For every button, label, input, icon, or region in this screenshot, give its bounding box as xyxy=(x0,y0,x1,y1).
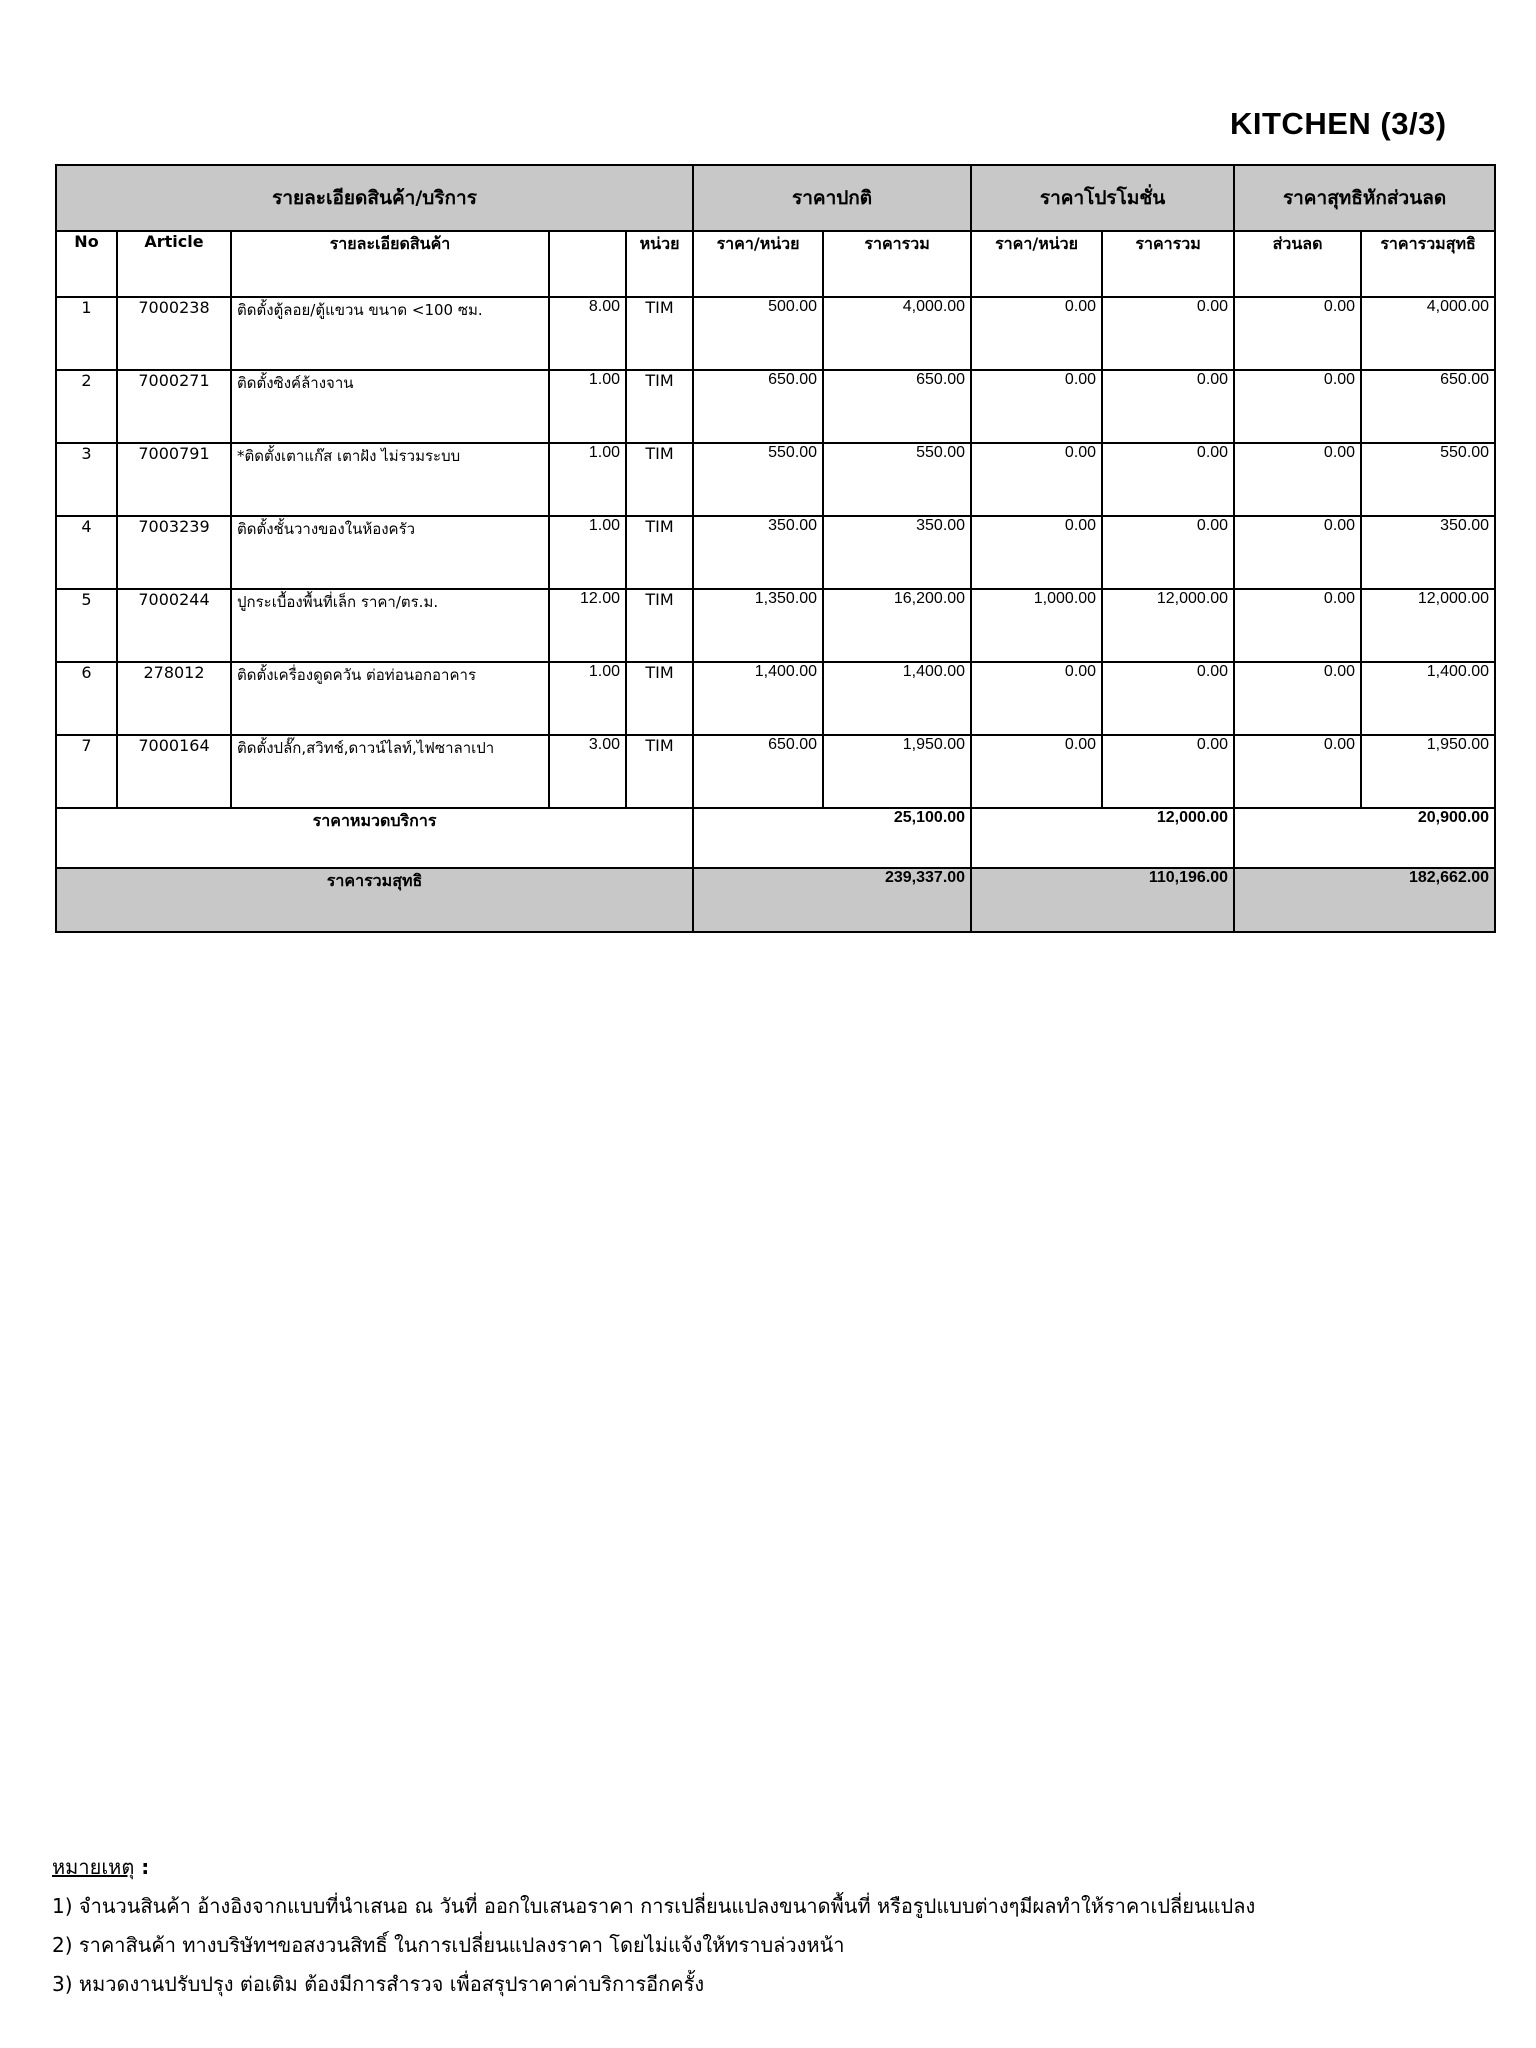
cell-quantity: 3.00 xyxy=(549,735,626,808)
cell-discount: 0.00 xyxy=(1234,662,1361,735)
grand-total-label: ราคารวมสุทธิ xyxy=(56,868,693,932)
cell-promo-total: 0.00 xyxy=(1102,516,1234,589)
col-header-article: Article xyxy=(117,231,231,297)
table-row xyxy=(56,443,1495,516)
notes-heading: หมายเหตุ xyxy=(52,1855,135,1879)
col-header-promo-total: ราคารวม xyxy=(1102,231,1234,297)
note-line: 2) ราคาสินค้า ทางบริษัทฯขอสงวนสิทธิ์ ในการเปลี่ยนแปลงราคา โดยไม่แจ้งให้ทราบล่วงหน้า xyxy=(52,1933,845,1957)
subtotal-row xyxy=(56,808,1495,868)
note-line: 1) จำนวนสินค้า อ้างอิงจากแบบที่นำเสนอ ณ วันที่ ออกใบเสนอราคา การเปลี่ยนแปลงขนาดพื้นที่ หรือรูปแบบต่างๆมีผลทำให้ราคาเปลี่ยนแปลง xyxy=(52,1894,1256,1918)
cell-net-total: 4,000.00 xyxy=(1361,297,1495,370)
group-header-regular-price: ราคาปกติ xyxy=(693,165,971,231)
grand-total-regular: 239,337.00 xyxy=(693,868,971,932)
cell-unit: TIM xyxy=(626,589,693,662)
cell-no: 3 xyxy=(56,443,117,516)
cell-net-total: 350.00 xyxy=(1361,516,1495,589)
cell-quantity: 1.00 xyxy=(549,370,626,443)
cell-unit: TIM xyxy=(626,443,693,516)
note-line: 3) หมวดงานปรับปรุง ต่อเติม ต้องมีการสำรวจ เพื่อสรุปราคาค่าบริการอีกครั้ง xyxy=(52,1972,705,1996)
cell-discount: 0.00 xyxy=(1234,735,1361,808)
cell-unit: TIM xyxy=(626,370,693,443)
col-header-regular-total: ราคารวม xyxy=(823,231,971,297)
cell-promo-unit-price: 1,000.00 xyxy=(971,589,1102,662)
cell-promo-total: 12,000.00 xyxy=(1102,589,1234,662)
cell-article: 7003239 xyxy=(117,516,231,589)
col-header-discount: ส่วนลด xyxy=(1234,231,1361,297)
cell-net-total: 12,000.00 xyxy=(1361,589,1495,662)
cell-net-total: 1,400.00 xyxy=(1361,662,1495,735)
grand-total-promo: 110,196.00 xyxy=(971,868,1234,932)
notes-section xyxy=(52,1848,1492,2004)
cell-net-total: 1,950.00 xyxy=(1361,735,1495,808)
cell-regular-total: 1,400.00 xyxy=(823,662,971,735)
cell-regular-unit-price: 1,400.00 xyxy=(693,662,823,735)
cell-description: ติดตั้งตู้ลอย/ตู้แขวน ขนาด <100 ซม. xyxy=(231,297,549,370)
cell-unit: TIM xyxy=(626,516,693,589)
cell-regular-total: 1,950.00 xyxy=(823,735,971,808)
col-header-regular-unit-price: ราคา/หน่วย xyxy=(693,231,823,297)
col-header-promo-unit-price: ราคา/หน่วย xyxy=(971,231,1102,297)
subtotal-net: 20,900.00 xyxy=(1234,808,1495,868)
cell-description: ติดตั้งปลั๊ก,สวิทช์,ดาวน์ไลท์,ไฟซาลาเปา xyxy=(231,735,549,808)
cell-promo-unit-price: 0.00 xyxy=(971,662,1102,735)
cell-discount: 0.00 xyxy=(1234,297,1361,370)
col-header-net-total: ราคารวมสุทธิ xyxy=(1361,231,1495,297)
cell-regular-total: 350.00 xyxy=(823,516,971,589)
col-header-unit: หน่วย xyxy=(626,231,693,297)
cell-regular-total: 16,200.00 xyxy=(823,589,971,662)
cell-promo-total: 0.00 xyxy=(1102,662,1234,735)
cell-promo-total: 0.00 xyxy=(1102,297,1234,370)
grand-total-row xyxy=(56,868,1495,932)
group-header-row xyxy=(56,165,1495,231)
cell-description: ปูกระเบื้องพื้นที่เล็ก ราคา/ตร.ม. xyxy=(231,589,549,662)
cell-promo-total: 0.00 xyxy=(1102,443,1234,516)
cell-discount: 0.00 xyxy=(1234,589,1361,662)
cell-promo-total: 0.00 xyxy=(1102,370,1234,443)
page-title: KITCHEN (3/3) xyxy=(1230,106,1447,141)
cell-promo-unit-price: 0.00 xyxy=(971,516,1102,589)
cell-net-total: 650.00 xyxy=(1361,370,1495,443)
cell-regular-total: 4,000.00 xyxy=(823,297,971,370)
quotation-table xyxy=(55,164,1496,933)
cell-discount: 0.00 xyxy=(1234,516,1361,589)
cell-regular-unit-price: 1,350.00 xyxy=(693,589,823,662)
cell-promo-total: 0.00 xyxy=(1102,735,1234,808)
subtotal-regular: 25,100.00 xyxy=(693,808,971,868)
grand-total-net: 182,662.00 xyxy=(1234,868,1495,932)
cell-no: 6 xyxy=(56,662,117,735)
cell-article: 7000244 xyxy=(117,589,231,662)
cell-no: 2 xyxy=(56,370,117,443)
cell-quantity: 12.00 xyxy=(549,589,626,662)
cell-description: ติดตั้งเครื่องดูดควัน ต่อท่อนอกอาคาร xyxy=(231,662,549,735)
cell-unit: TIM xyxy=(626,735,693,808)
table-row xyxy=(56,297,1495,370)
col-header-quantity xyxy=(549,231,626,297)
cell-no: 7 xyxy=(56,735,117,808)
cell-article: 7000271 xyxy=(117,370,231,443)
cell-description: *ติดตั้งเตาแก๊ส เตาฝัง ไม่รวมระบบ xyxy=(231,443,549,516)
table-row xyxy=(56,735,1495,808)
cell-regular-unit-price: 350.00 xyxy=(693,516,823,589)
cell-article: 7000238 xyxy=(117,297,231,370)
group-header-net-price: ราคาสุทธิหักส่วนลด xyxy=(1234,165,1495,231)
cell-quantity: 1.00 xyxy=(549,662,626,735)
cell-article: 278012 xyxy=(117,662,231,735)
cell-promo-unit-price: 0.00 xyxy=(971,297,1102,370)
cell-regular-total: 550.00 xyxy=(823,443,971,516)
cell-discount: 0.00 xyxy=(1234,370,1361,443)
cell-promo-unit-price: 0.00 xyxy=(971,370,1102,443)
table-row xyxy=(56,589,1495,662)
col-header-description: รายละเอียดสินค้า xyxy=(231,231,549,297)
cell-quantity: 8.00 xyxy=(549,297,626,370)
cell-quantity: 1.00 xyxy=(549,443,626,516)
cell-article: 7000791 xyxy=(117,443,231,516)
group-header-detail: รายละเอียดสินค้า/บริการ xyxy=(56,165,693,231)
cell-discount: 0.00 xyxy=(1234,443,1361,516)
cell-description: ติดตั้งซิงค์ล้างจาน xyxy=(231,370,549,443)
column-header-row xyxy=(56,231,1495,297)
cell-regular-total: 650.00 xyxy=(823,370,971,443)
subtotal-promo: 12,000.00 xyxy=(971,808,1234,868)
cell-promo-unit-price: 0.00 xyxy=(971,443,1102,516)
table-row xyxy=(56,516,1495,589)
cell-promo-unit-price: 0.00 xyxy=(971,735,1102,808)
cell-regular-unit-price: 500.00 xyxy=(693,297,823,370)
cell-article: 7000164 xyxy=(117,735,231,808)
notes-heading-colon: : xyxy=(134,1855,150,1879)
table-row xyxy=(56,370,1495,443)
subtotal-label: ราคาหมวดบริการ xyxy=(56,808,693,868)
cell-regular-unit-price: 650.00 xyxy=(693,370,823,443)
cell-no: 5 xyxy=(56,589,117,662)
group-header-promo-price: ราคาโปรโมชั่น xyxy=(971,165,1234,231)
cell-no: 4 xyxy=(56,516,117,589)
notes-heading-line xyxy=(52,1848,1492,1887)
cell-regular-unit-price: 650.00 xyxy=(693,735,823,808)
cell-description: ติดตั้งชั้นวางของในห้องครัว xyxy=(231,516,549,589)
cell-quantity: 1.00 xyxy=(549,516,626,589)
cell-unit: TIM xyxy=(626,297,693,370)
cell-net-total: 550.00 xyxy=(1361,443,1495,516)
cell-no: 1 xyxy=(56,297,117,370)
table-row xyxy=(56,662,1495,735)
col-header-no: No xyxy=(56,231,117,297)
cell-unit: TIM xyxy=(626,662,693,735)
cell-regular-unit-price: 550.00 xyxy=(693,443,823,516)
